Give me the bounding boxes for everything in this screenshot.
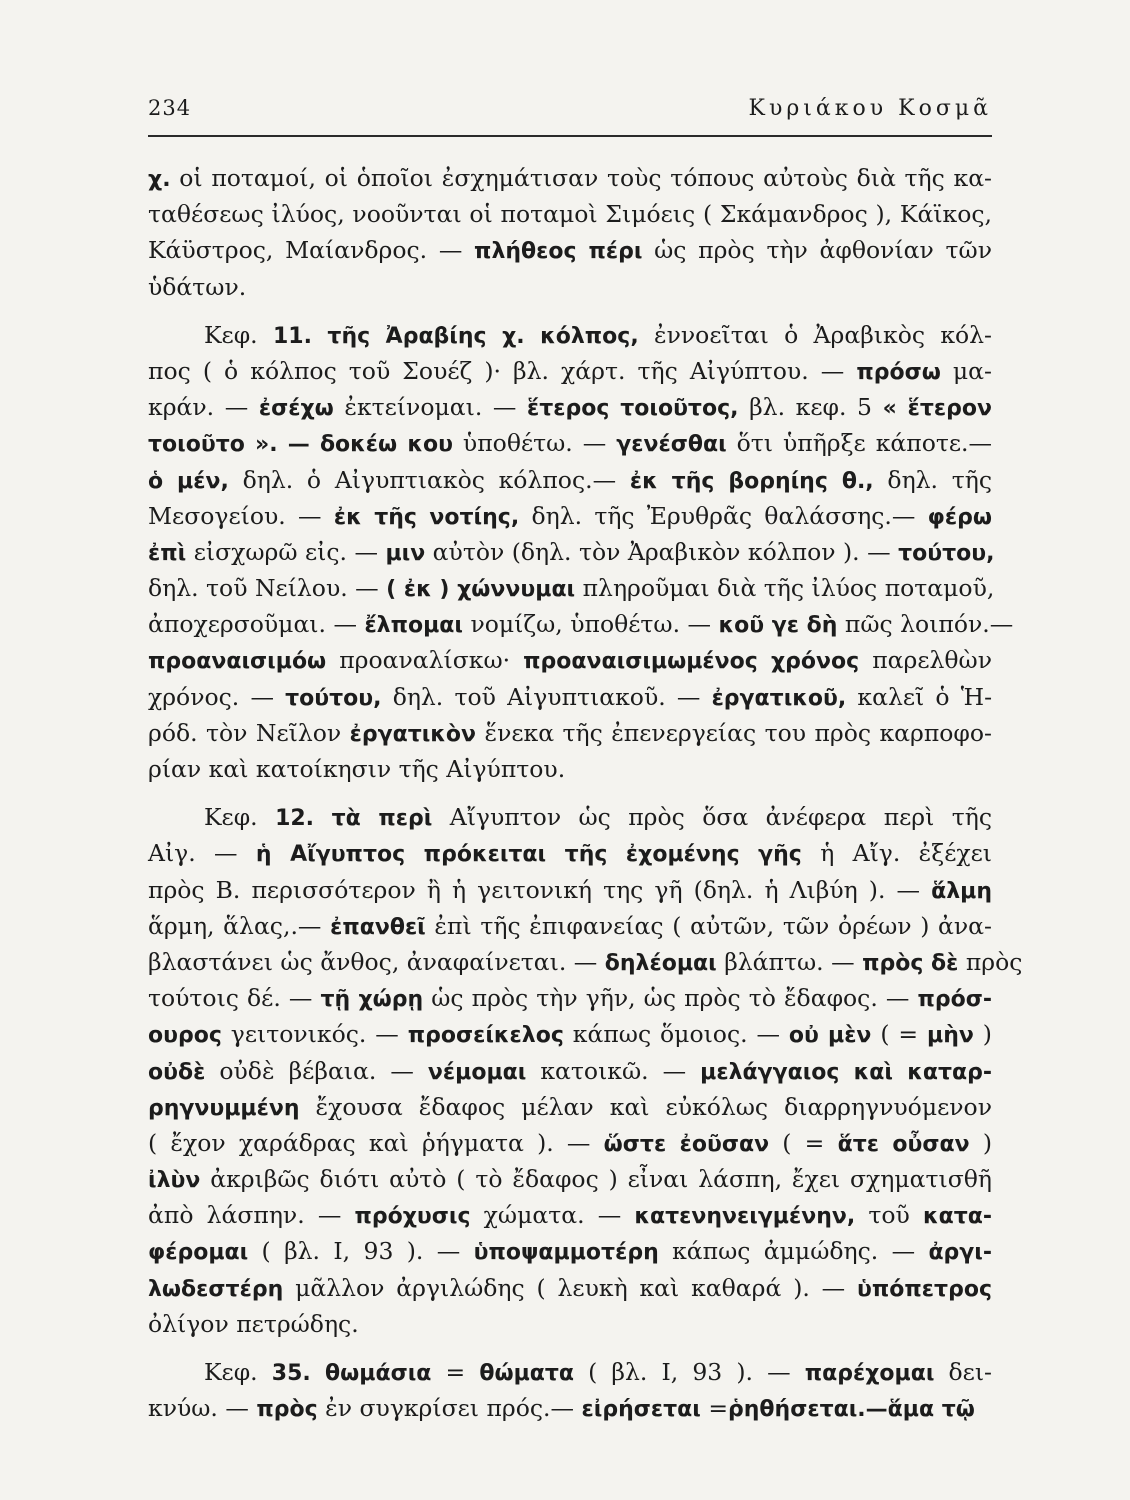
gloss-text: νομίζω, ὑποθέτω. — — [463, 610, 719, 639]
text-line — [148, 1390, 992, 1426]
text-line — [148, 1197, 992, 1233]
gloss-text: ταθέσεως ἰλύος, νοοῦνται οἱ ποταμοὶ Σιμόεις ( Σκάμανδρος ), Κάϊκος, — [148, 200, 992, 229]
text-line — [148, 425, 992, 461]
gloss-text: Κάϋστρος, Μαίανδρος. — — [148, 236, 475, 265]
lemma-term: φέρομαι — [148, 1240, 249, 1266]
gloss-text: Αἰγ. — — [148, 839, 256, 868]
lemma-term: πρόχυσις — [354, 1204, 471, 1230]
lemma-term: 12. τὰ περὶ — [275, 806, 433, 832]
gloss-text: καλεῖ ὁ Ἡ- — [846, 682, 993, 711]
lemma-term: ἕτερος τοιοῦτος, — [527, 396, 739, 422]
lemma-term: ουρος — [148, 1023, 222, 1049]
text-line — [148, 389, 992, 425]
lemma-term: ἐπανθεῖ — [330, 914, 426, 940]
lemma-term: ἔλπομαι — [364, 613, 463, 639]
lemma-term: εἰρήσεται — [581, 1397, 701, 1423]
gloss-text: προαναλίσκω· — [326, 646, 524, 675]
gloss-text: Αἴγυπτον ὡς πρὸς ὅσα ἀνέφερα περὶ τῆς — [432, 803, 992, 832]
text-line — [148, 715, 992, 751]
text-line — [148, 908, 992, 944]
text-line — [148, 1053, 992, 1089]
gloss-text: = — [700, 1394, 729, 1423]
gloss-text: κατοικῶ. — — [526, 1056, 701, 1085]
text-line — [148, 462, 992, 498]
text-line — [148, 1161, 992, 1197]
lemma-term: κατα- — [922, 1204, 992, 1230]
gloss-text: πος ( ὁ κόλπος τοῦ Σουέζ )· βλ. χάρτ. τῆς Αἰγύπτου. — — [148, 356, 857, 385]
gloss-text: ( βλ. I, 93 ). — — [248, 1237, 474, 1266]
gloss-text: ἐν συγκρίσει πρός.— — [317, 1394, 582, 1423]
lemma-term: ὁ μέν, — [148, 468, 229, 494]
lemma-term: ῥηθήσεται.—ἅμα τῷ — [728, 1397, 975, 1423]
gloss-text: βλ. κεφ. 5 — [738, 393, 883, 422]
gloss-text: ἕνεκα τῆς ἐπενεργείας του πρὸς καρποφο- — [476, 718, 992, 747]
gloss-text: πληροῦμαι διὰ τῆς ἰλύος ποταμοῦ, — [575, 574, 995, 603]
paragraph — [148, 317, 1014, 787]
gloss-text: ( = — [769, 1128, 838, 1157]
gloss-text: τοῦ — [855, 1201, 923, 1230]
text-line — [148, 799, 992, 835]
lemma-term: μιν — [385, 540, 426, 566]
gloss-text: ἐπὶ τῆς ἐπιφανείας ( αὐτῶν, τῶν ὀρέων ) ἀνα- — [425, 911, 992, 940]
lemma-term: 11. τῆς Ἀραβίης χ. κόλπος, — [272, 323, 639, 349]
lemma-term: ( ἐκ ) χώννυμαι — [386, 577, 576, 603]
lemma-term: λωδεστέρη — [148, 1276, 284, 1302]
gloss-text: δηλ. τῆς Ἐρυθρᾶς θαλάσσης.— — [519, 501, 928, 530]
lemma-term: νέμομαι — [427, 1059, 527, 1085]
text-line — [148, 160, 992, 196]
gloss-text: ἐννοεῖται ὁ Ἀραβικὸς κόλ- — [638, 320, 992, 349]
lemma-term: τούτου, — [898, 540, 995, 566]
gloss-text: κνύω. — — [148, 1394, 257, 1423]
lemma-term: τοιοῦτο ». — δοκέω κου — [148, 432, 453, 458]
gloss-text: γειτονικός. — — [221, 1020, 408, 1049]
text-line — [148, 534, 995, 570]
text-line — [148, 835, 992, 871]
lemma-term: πρὸς — [256, 1397, 318, 1423]
lemma-term: ὑπόπετρος — [857, 1276, 992, 1302]
lemma-term: πρὸς δὲ — [862, 950, 959, 976]
text-line — [148, 570, 995, 606]
lemma-term: παρέχομαι — [804, 1361, 935, 1386]
lemma-term: τούτου, — [285, 685, 382, 711]
lemma-term: ἐσέχω — [258, 396, 334, 422]
gloss-text: δει- — [934, 1358, 992, 1386]
lemma-term: ἐργατικοῦ, — [711, 685, 847, 711]
text-line — [148, 1125, 992, 1161]
gloss-text: ἀπὸ λάσπην. — — [148, 1201, 355, 1230]
lemma-term: κατενηνειγμένην, — [634, 1204, 856, 1230]
paragraph — [148, 1354, 992, 1426]
gloss-text: ὑποθέτω. — — [452, 429, 617, 458]
text-line — [148, 1270, 992, 1306]
text-line — [148, 232, 992, 268]
gloss-text: Κεφ. — [204, 320, 273, 349]
text-line — [148, 498, 992, 534]
text-line — [148, 751, 992, 787]
gloss-text: ( βλ. I, 93 ). — — [574, 1358, 805, 1386]
lemma-term: ὑποψαμμοτέρη — [473, 1240, 659, 1266]
lemma-term: πλήθεος πέρι — [474, 239, 643, 265]
lemma-term: πρόσ- — [917, 987, 992, 1013]
text-line — [148, 980, 992, 1016]
page-number: 234 — [148, 96, 192, 120]
gloss-text: κάπως ἀμμώδης. — — [658, 1237, 929, 1266]
gloss-text: ὀλίγον πετρώδης. — [148, 1309, 359, 1338]
gloss-text: ἔχουσα ἔδαφος μέλαν καὶ εὐκόλως διαρρηγνυόμενον — [299, 1092, 992, 1121]
lemma-term: ἐκ τῆς βορηίης θ., — [629, 468, 874, 494]
gloss-text: παρελθὼν — [859, 646, 993, 675]
text-line — [148, 1089, 992, 1125]
gloss-text: ρίαν καὶ κατοίκησιν τῆς Αἰγύπτου. — [148, 755, 566, 783]
text-line — [148, 606, 1014, 642]
lemma-term: ἡ Αἴγυπτος πρόκειται τῆς ἐχομένης γῆς — [255, 842, 802, 868]
lemma-term: κοῦ γε δὴ — [718, 613, 838, 639]
text-line — [148, 1233, 992, 1269]
gloss-text: τούτοις δέ. — — [148, 984, 321, 1013]
gloss-text: ὅτι ὑπῆρξε κάποτε.— — [726, 429, 993, 458]
text-line — [148, 1306, 992, 1342]
gloss-text: ἐκτείνομαι. — — [333, 393, 528, 422]
lemma-term: γενέσθαι — [616, 432, 727, 458]
lemma-term: θώματα — [479, 1361, 575, 1386]
gloss-text: δηλ. τοῦ Αἰγυπτιακοῦ. — — [381, 682, 712, 711]
gloss-text: δηλ. τοῦ Νείλου. — — [148, 574, 387, 603]
gloss-text: βλάπτω. — — [716, 947, 863, 976]
lemma-term: τῇ χώρῃ — [320, 987, 424, 1013]
text-line — [148, 642, 992, 678]
lemma-term: ὥστε ἐοῦσαν — [603, 1131, 770, 1157]
lemma-term: ἐκ τῆς νοτίης, — [333, 504, 520, 530]
lemma-term: ἐργατικὸν — [349, 721, 477, 747]
gloss-text: πρὸς — [958, 947, 1023, 976]
gloss-text: ρόδ. τὸν Νεῖλον — [148, 718, 350, 747]
text-line — [148, 196, 992, 232]
lemma-term: οὐδὲ — [148, 1059, 206, 1085]
text-line — [148, 1016, 992, 1052]
lemma-term: δηλέομαι — [604, 950, 717, 976]
lemma-term: φέρω — [927, 504, 992, 530]
lemma-term: ρηγνυμμένη — [148, 1095, 300, 1121]
text-line — [148, 317, 992, 353]
gloss-text: Μεσογείου. — — [148, 501, 334, 530]
lemma-term: προαναισιμωμένος χρόνος — [523, 649, 860, 675]
lemma-term: χ. — [148, 167, 171, 192]
text-line — [148, 269, 992, 305]
lemma-term: μὴν — [927, 1023, 974, 1049]
gloss-text: ) — [969, 1128, 992, 1157]
lemma-term: ἅλμη — [931, 878, 992, 904]
lemma-term: προσείκελος — [407, 1023, 564, 1049]
gloss-text: Κεφ. — [204, 1358, 272, 1386]
text-line — [148, 679, 992, 715]
lemma-term: « ἕτερον — [882, 396, 992, 422]
gloss-text: = — [431, 1358, 480, 1386]
gloss-text: ἀκριβῶς διότι αὐτὸ ( τὸ ἔδαφος ) εἶναι λάσπη, ἔχει σχηματισθῆ — [200, 1165, 992, 1194]
lemma-term: οὐ μὲν — [788, 1023, 872, 1049]
gloss-text: χώματα. — — [470, 1201, 635, 1230]
gloss-text: πρὸς Β. περισσότερον ἢ ἡ γειτονική της γῆ (δηλ. ἡ Λιβύη ). — — [148, 875, 932, 904]
gloss-text: Κεφ. — [204, 803, 276, 832]
gloss-text: μᾶλλον ἀργιλώδης ( λευκὴ καὶ καθαρά ). — — [283, 1273, 858, 1302]
gloss-text: κάπως ὅμοιος. — — [563, 1020, 789, 1049]
gloss-text: βλαστάνει ὡς ἄνθος, ἀναφαίνεται. — — [148, 947, 605, 976]
lemma-term: προαναισιμόω — [148, 649, 327, 675]
gloss-text: ἅρμη, ἅλας,.— — [148, 911, 331, 940]
lemma-term: 35. θωμάσια — [271, 1361, 432, 1386]
gloss-text: ὑδάτων. — [148, 272, 247, 301]
text-line — [148, 944, 1023, 980]
lemma-term: ἅτε οὖσαν — [837, 1131, 970, 1157]
header-rule — [148, 135, 992, 137]
gloss-text: ὡς πρὸς τὴν γῆν, ὡς πρὸς τὸ ἔδαφος. — — [423, 984, 918, 1013]
text-line — [148, 1354, 992, 1390]
gloss-text: δηλ. ὁ Αἰγυπτιακὸς κόλπος.— — [228, 465, 630, 494]
gloss-text: οὐδὲ βέβαια. — — [205, 1056, 428, 1085]
lemma-term: ἀργι- — [928, 1240, 992, 1266]
paragraph — [148, 160, 992, 305]
page-header — [148, 96, 992, 136]
text-line — [148, 353, 992, 389]
gloss-text: ( = — [871, 1020, 928, 1049]
lemma-term: μελάγγαιος καὶ καταρ- — [700, 1059, 992, 1085]
gloss-text: ) — [973, 1020, 992, 1049]
gloss-text: οἱ ποταμοί, οἱ ὁποῖοι ἐσχημάτισαν τοὺς τόπους αὐτοὺς διὰ τῆς κα- — [170, 164, 992, 192]
gloss-text: πῶς λοιπόν.— — [837, 610, 1014, 639]
lemma-term: ἐπὶ — [148, 540, 187, 566]
gloss-text: ( ἔχον χαράδρας καὶ ῥήγματα ). — — [148, 1128, 604, 1157]
running-title: Κυριάκου Κοσμᾶ — [748, 96, 992, 121]
gloss-text: ἀποχερσοῦμαι. — — [148, 610, 365, 639]
lemma-term: ἰλὺν — [148, 1168, 201, 1194]
gloss-text: χρόνος. — — [148, 682, 286, 711]
commentary-body — [148, 160, 1023, 1438]
paragraph — [148, 799, 1023, 1342]
gloss-text: ἡ Αἴγ. ἐξέχει — [801, 839, 993, 868]
lemma-term: πρόσω — [856, 359, 941, 385]
gloss-text: αὐτὸν (δηλ. τὸν Ἀραβικὸν κόλπον ). — — [425, 537, 899, 566]
gloss-text: εἰσχωρῶ εἰς. — — [186, 537, 386, 566]
text-line — [148, 872, 992, 908]
gloss-text: ὡς πρὸς τὴν ἀφθονίαν τῶν — [642, 236, 992, 265]
gloss-text: κράν. — — [148, 393, 259, 422]
gloss-text: μα- — [940, 356, 992, 385]
gloss-text: δηλ. τῆς — [873, 465, 993, 494]
